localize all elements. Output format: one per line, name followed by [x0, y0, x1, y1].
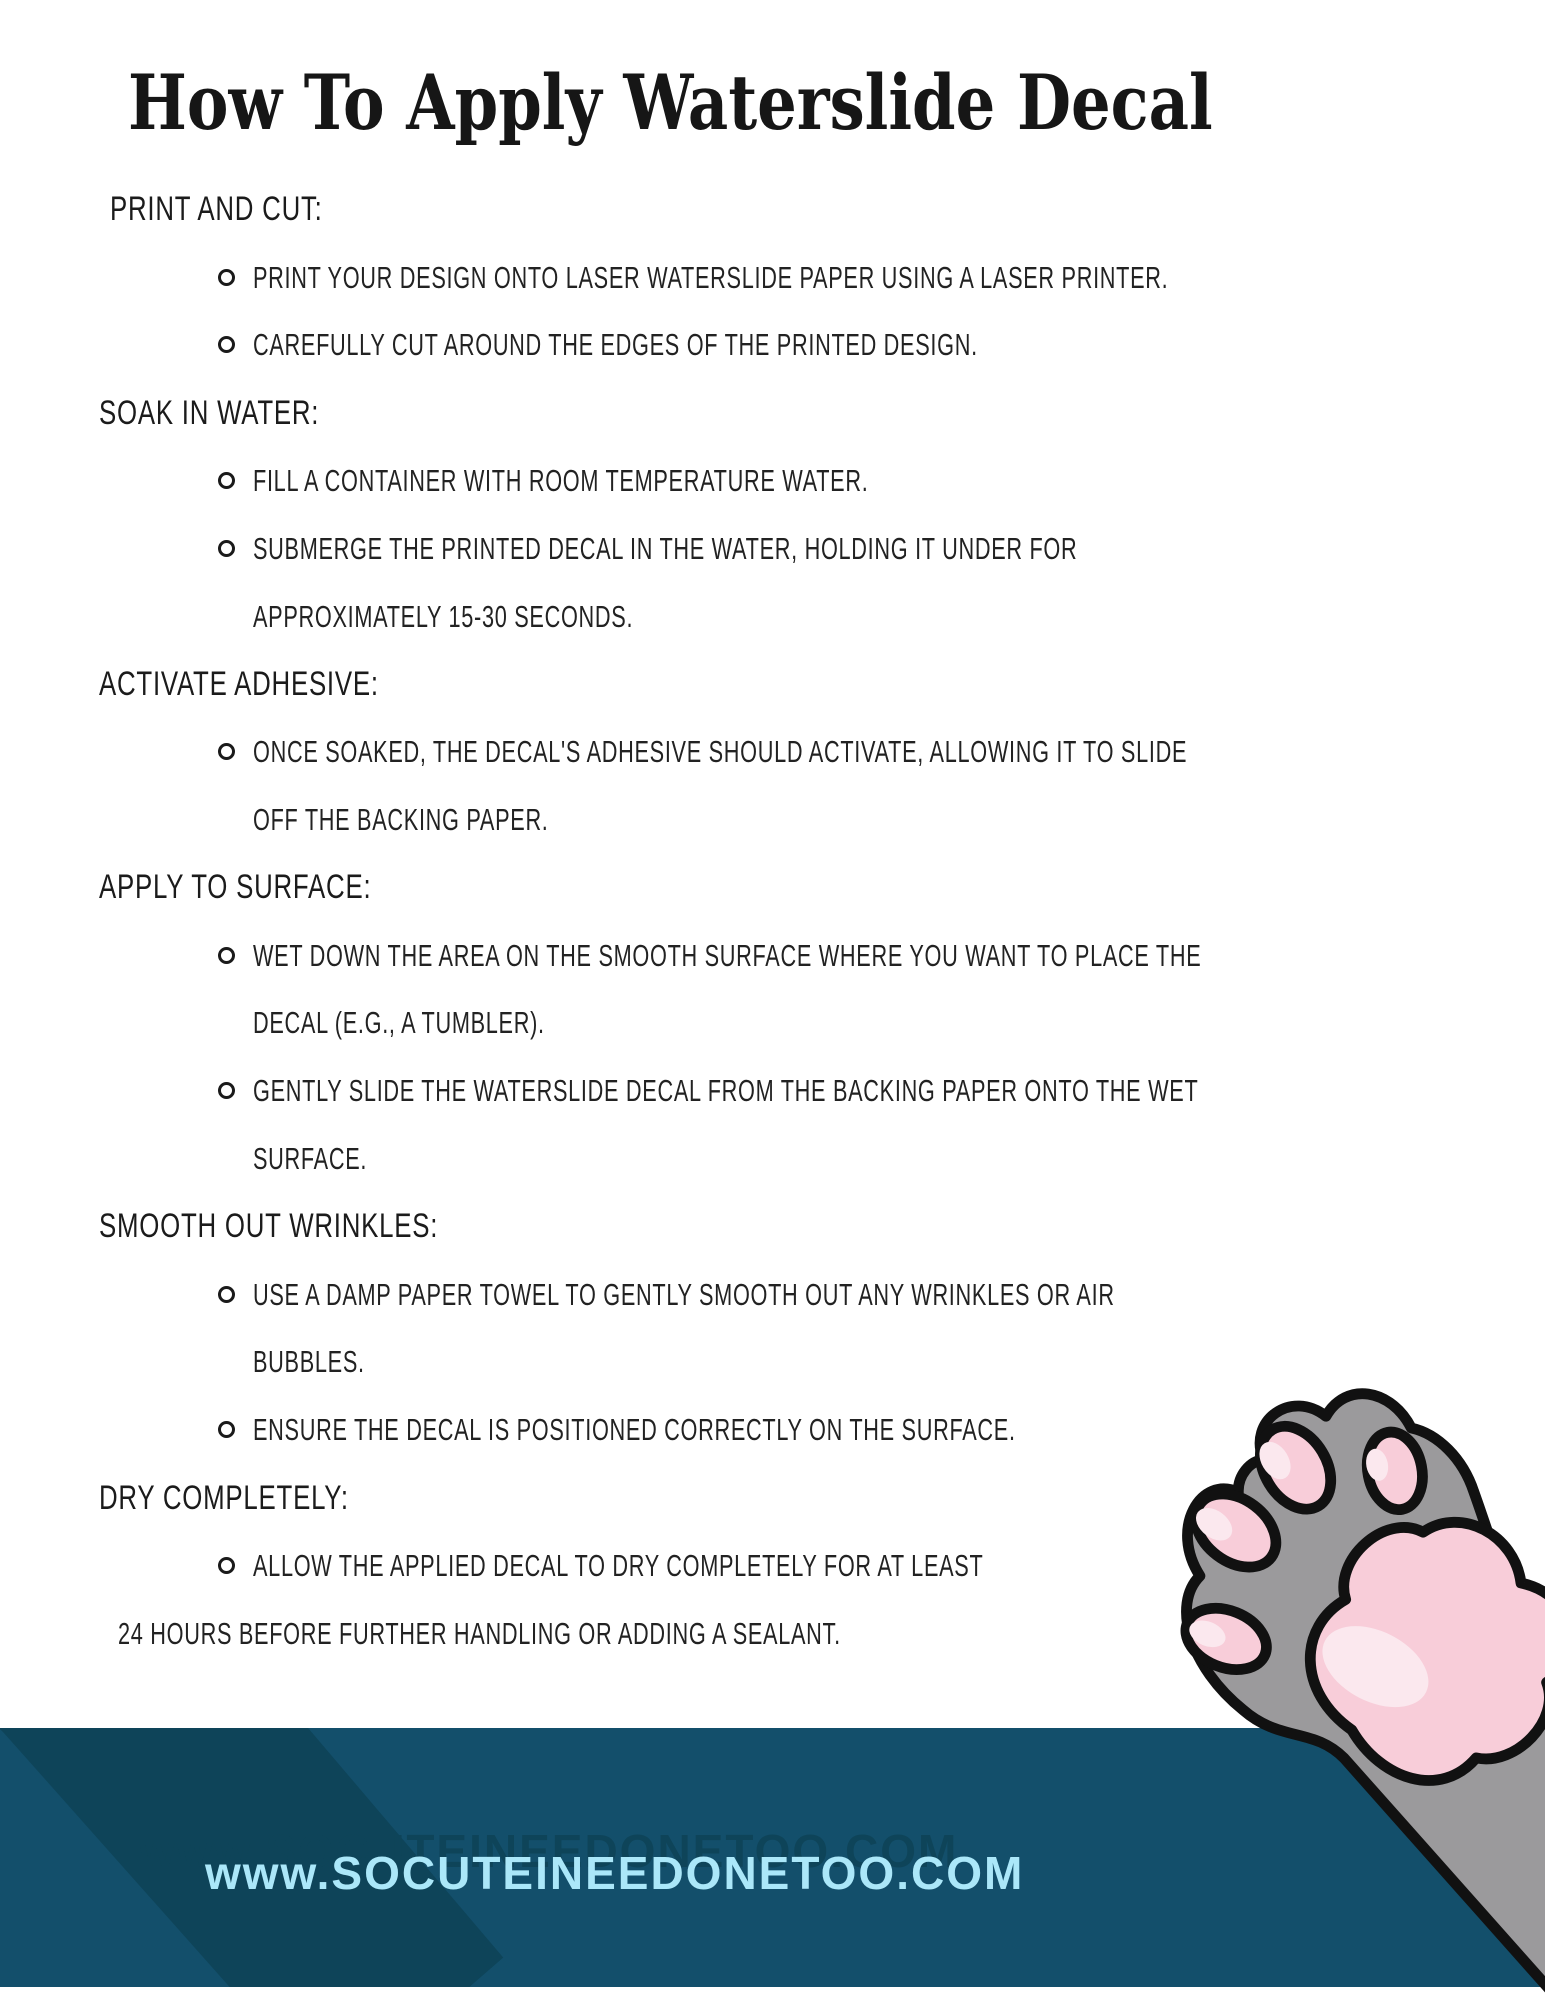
line-text: ACTIVATE ADHESIVE:: [99, 664, 379, 703]
page-title: How To Apply Waterslide Decal: [128, 58, 1213, 147]
bullet-circle-icon: [218, 1421, 235, 1438]
line-text: APPROXIMATELY 15-30 SECONDS.: [253, 598, 634, 634]
line-text: APPLY TO SURFACE:: [99, 868, 372, 907]
line-text: DRY COMPLETELY:: [99, 1478, 349, 1517]
website-url: www.SOCUTEINEEDONETOO.COM: [205, 1847, 1025, 1899]
line-text: ONCE SOAKED, THE DECAL'S ADHESIVE SHOULD ACTIVATE, ALLOWING IT TO SLIDE: [253, 734, 1188, 770]
line-text: DECAL (E.G., A TUMBLER).: [253, 1005, 545, 1041]
section-header: [0, 854, 1545, 922]
bullet-item: [0, 922, 1545, 990]
bullet-item: [0, 312, 1545, 380]
line-text: WET DOWN THE AREA ON THE SMOOTH SURFACE WHERE YOU WANT TO PLACE THE: [253, 937, 1202, 973]
bullet-continuation: [0, 583, 1545, 651]
line-text: FILL A CONTAINER WITH ROOM TEMPERATURE WATER.: [253, 463, 869, 499]
line-text: CAREFULLY CUT AROUND THE EDGES OF THE PRINTED DESIGN.: [253, 327, 978, 363]
bullet-circle-icon: [218, 269, 235, 286]
bullet-item: [0, 1057, 1545, 1125]
line-text: SMOOTH OUT WRINKLES:: [99, 1207, 439, 1246]
bullet-item: [0, 244, 1545, 312]
line-text: ALLOW THE APPLIED DECAL TO DRY COMPLETELY FOR AT LEAST: [253, 1547, 984, 1583]
bullet-circle-icon: [218, 472, 235, 489]
line-text: SUBMERGE THE PRINTED DECAL IN THE WATER, HOLDING IT UNDER FOR: [253, 530, 1078, 566]
bullet-circle-icon: [218, 1557, 235, 1574]
bullet-continuation: [0, 990, 1545, 1058]
line-text: PRINT YOUR DESIGN ONTO LASER WATERSLIDE PAPER USING A LASER PRINTER.: [253, 259, 1169, 295]
bullet-circle-icon: [218, 947, 235, 964]
section-header: [0, 379, 1545, 447]
bullet-circle-icon: [218, 540, 235, 557]
bullet-circle-icon: [218, 1082, 235, 1099]
line-text: ENSURE THE DECAL IS POSITIONED CORRECTLY ON THE SURFACE.: [253, 1412, 1016, 1448]
bullet-circle-icon: [218, 1286, 235, 1303]
section-header: [0, 651, 1545, 719]
bullet-continuation: [0, 1125, 1545, 1193]
line-text: PRINT AND CUT:: [110, 190, 323, 229]
bullet-item: [0, 718, 1545, 786]
line-text: SURFACE.: [253, 1141, 368, 1177]
line-text: SOAK IN WATER:: [99, 393, 320, 432]
line-text: USE A DAMP PAPER TOWEL TO GENTLY SMOOTH OUT ANY WRINKLES OR AIR: [253, 1276, 1115, 1312]
line-text: BUBBLES.: [253, 1344, 365, 1380]
line-text: GENTLY SLIDE THE WATERSLIDE DECAL FROM THE BACKING PAPER ONTO THE WET: [253, 1073, 1199, 1109]
bullet-item: [0, 447, 1545, 515]
bullet-item: [0, 515, 1545, 583]
bullet-circle-icon: [218, 743, 235, 760]
bullet-continuation: [0, 786, 1545, 854]
line-text: 24 HOURS BEFORE FURTHER HANDLING OR ADDING A SEALANT.: [118, 1615, 841, 1651]
bullet-circle-icon: [218, 336, 235, 353]
section-header: [0, 176, 1545, 244]
line-text: OFF THE BACKING PAPER.: [253, 802, 549, 838]
